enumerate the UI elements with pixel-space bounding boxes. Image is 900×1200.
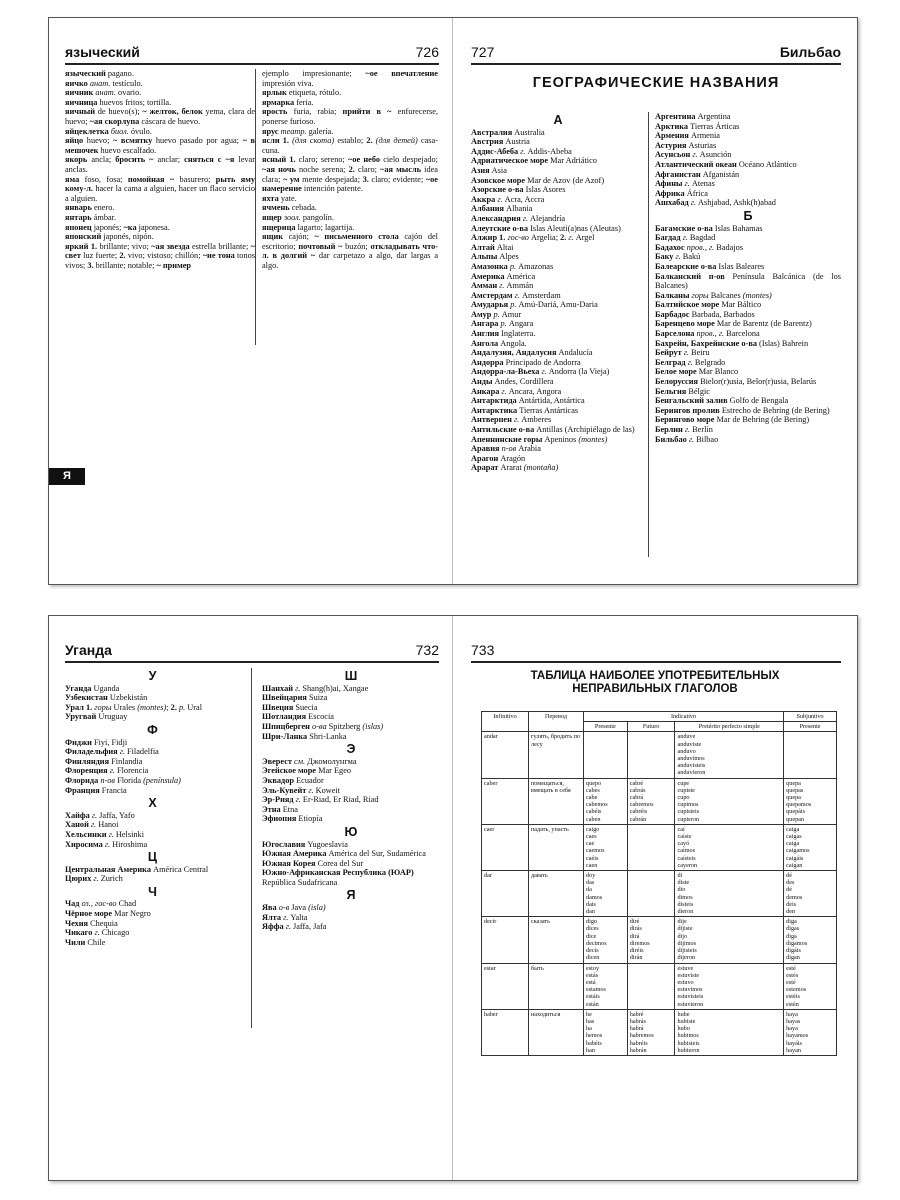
table-cell-pret: dije dijiste dijo dijimos dijisteis dijeron [675,917,784,963]
dictionary-entry: Анды Andes, Cordillera [471,377,554,387]
header-perevod: Перевод [529,712,584,732]
running-head-word: Бильбао [779,44,841,60]
table-cell-pres: doy das da damos dais dan [584,871,628,917]
dictionary-entry: Эр-Рияд г. Er-Riad, Er Riad, Riad [262,795,379,805]
page-number: 732 [415,642,439,658]
dictionary-entry: Афины г. Atenas [655,179,715,189]
letter-heading: А [553,113,563,127]
dictionary-entry: ящер зоол. pangolín. [262,212,334,222]
dictionary-entry: ящик cajón; ~ письменного стола cajón del escritorio; почтовый ~ buzón; откладывать что-л. в долгий ~ dar carpetazo a algo, dar largas a algo. [262,232,439,270]
dictionary-entry: японец japonés; ~ка japonesa. [65,222,170,232]
table-cell-subj: caiga caigas caiga caigamos caigáis caigan [784,824,837,870]
dictionary-entry: Австрия Austria [471,137,530,147]
dictionary-entry: Центральная Америка América Central [65,864,209,874]
dictionary-entry: Аккра г. Acra, Accra [471,194,545,204]
letter-heading: Я [346,888,356,903]
column-divider [251,668,252,1028]
page-733 [453,616,857,1180]
table-cell-fut [627,732,675,778]
dictionary-entry: ясный 1. claro; sereno; ~ое небо cielo despejado; ~ая ночь noche serena; 2. claro; ~ая мысль idea clara; ~ ум mente despejada; 3. claro; evidente; ~ое намерение intención patente. [262,155,438,194]
table-cell-pret: caí caíste cayó caímos caísteis cayeron [675,824,784,870]
table-cell-pres: caigo caes cae caemos caéis caen [584,824,628,870]
dictionary-entry: Бадахос пров., г. Badajos [655,242,744,252]
table-cell-pret: cupe cupiste cupo cupimos cupisteis cupieron [675,778,784,824]
dictionary-entry: Андорра-ла-Вьеха г. Andorra (la Vieja) [471,367,610,377]
dictionary-entry: Аргентина Argentina [655,112,731,121]
header-rule [471,661,841,663]
dictionary-entry: Узбекистан Uzbekistán [65,693,148,703]
dictionary-entry: янтарь ámbar. [65,212,117,222]
table-cell-pret: anduve anduviste anduvo anduvimos anduvisteis anduvieron [675,732,784,778]
dictionary-entry: Аравия п-ов Arabia [471,444,541,454]
dictionary-entry: Эгейское море Mar Egeo [262,766,352,776]
dictionary-entry: Белое море Mar Blanco [655,367,739,377]
dictionary-entry: Бельгия Bélgic [655,386,710,396]
table-cell-fut: diré dirás dirá diremos diréis dirán [627,917,675,963]
table-cell-inf: andar [482,732,529,778]
dictionary-entry: Антарктида Antártida, Antártica [471,396,585,406]
table-row [482,963,837,1009]
dictionary-entry: Апеннинские горы Apeninos (montes) [471,434,608,444]
dictionary-entry: Филадельфия г. Filadelfia [65,747,159,757]
dictionary-entry: Антильские о-ва Antillas (Archipiélago de las) [471,425,635,434]
table-cell-pres: estoy estás está estamos estáis están [584,963,628,1009]
dictionary-entry: Армения Armenia [655,131,720,141]
table-row [482,1009,837,1055]
page-number: 733 [471,642,495,658]
letter-heading: Ш [344,669,358,683]
dictionary-entry: ясли 1. (для скота) establo; 2. (для детей) casa-cuna. [262,136,438,155]
dictionary-entry: Эверест см. Джомолунгма [262,756,357,766]
dictionary-entry: Арктика Tierras Árticas [655,121,740,131]
table-cell-tr: падать, упасть [529,824,584,870]
dictionary-entry: Уганда Uganda [65,683,120,693]
dictionary-entry: Англия Inglaterra. [471,329,536,339]
dictionary-entry: Шпицберген о-ва Spitzberg (islas) [262,721,384,731]
dictionary-entry: Балтийское море Mar Báltico [655,300,762,310]
table-cell-pres: he has ha hemos habéis han [584,1009,628,1055]
dictionary-entry: Берлин г. Berlín [655,425,713,434]
dictionary-entry: Балканы горы Balcanes (montes) [655,290,772,300]
dictionary-entry: Антверпен г. Amberes [471,415,552,425]
dictionary-entry: Берингово море Mar de Behring (de Bering) [655,415,810,425]
running-head-word: языческий [65,44,140,60]
dictionary-entry: Швейцария Suiza [262,693,328,703]
dictionary-entry: Балеарские о-ва Islas Baleares [655,261,765,271]
table-cell-fut [627,871,675,917]
dictionary-entry: Андорра Principado de Andorra [471,357,581,367]
dictionary-entry: ярлык etiqueta, rótulo. [262,88,342,98]
dictionary-entry: Эфиопия Etiopía [262,814,323,824]
dictionary-entry: Ялта г. Yalta [262,912,308,922]
dictionary-entry: Андалузия, Андалусия Andalucía [471,348,593,358]
header-rule [65,661,439,663]
dictionary-entry: Франция Francia [65,785,127,795]
dictionary-entry: ячмень cebada. [262,203,317,213]
dictionary-entry: Африка África [655,188,708,198]
table-cell-fut: cabré cabrás cabrá cabremos cabréis cabrán [627,778,675,824]
dictionary-entry: Арагон Aragón [471,453,526,463]
dictionary-entry: Амударья р. Amú-Dariá, Amu-Daria [471,300,598,310]
table-cell-pres: quepo cabes cabe cabemos cabéis caben [584,778,628,824]
dictionary-entry: Баренцево море Mar de Barentz (de Barentz) [655,319,812,329]
letter-heading: Ч [148,884,157,899]
dictionary-entry: Эквадор Ecuador [262,775,324,785]
letter-heading: Э [346,742,356,757]
dictionary-entry: Шри-Ланка Shri-Lanka [262,731,347,741]
table-cell-pres: digo dices dice decimos decís dicen [584,917,628,963]
dictionary-entry: Австралия Australia [471,127,545,137]
dictionary-entry: Амстердам г. Amsterdam [471,290,561,300]
column-divider [255,69,256,345]
dictionary-entry: ярмарка feria. [262,97,314,107]
dictionary-entry: Алтай Altai [471,242,514,252]
dictionary-entry: Альпы Alpes [471,252,519,262]
table-cell-subj [784,732,837,778]
dictionary-entry: Швеция Suecia [262,702,318,712]
page-726 [49,18,453,584]
dictionary-entry: яичница huevos fritos; tortilla. [65,97,172,107]
dictionary-entry: Чили Chile [65,937,106,947]
dictionary-entry: Чёрное море Mar Negro [65,909,151,919]
dictionary-entry: Асунсьон г. Asunción [655,150,732,160]
header-preterito: Pretérito perfecto simple [675,722,784,732]
dictionary-entry: Ангола Angola. [471,338,527,348]
dictionary-entry: Белоруссия Bielor(r)usia, Belor(r)usia, Belarús [655,377,817,387]
dictionary-entry: Аддис-Абеба г. Addis-Abeba [471,146,572,156]
dictionary-entry: Югославия Yugoeslavia [262,839,348,849]
dictionary-entry: якорь ancla; бросить ~ anclar; сняться с ~я levar anclas. [65,155,255,174]
dictionary-entry: Барбадос Barbada, Barbados [655,309,755,319]
header-indicativo: Indicativo [584,712,784,722]
column-divider [648,112,649,557]
table-cell-inf: estar [482,963,529,1009]
dictionary-entry: Азорские о-ва Islas Asores [471,185,566,195]
dictionary-entry: Алжир 1. гос-во Argelia; 2. г. Argel [471,233,595,243]
letter-heading: У [148,669,157,683]
table-cell-inf: caer [482,824,529,870]
dictionary-entry: Фиджи Fiyi, Fidji [65,737,128,747]
table-cell-inf: dar [482,871,529,917]
dictionary-entry: Яффа г. Jaffa, Jafa [262,922,327,932]
dictionary-entry: Флорида п-ов Florida (península) [65,775,181,785]
dictionary-entry: Южная Корея Corea del Sur [262,858,364,868]
section-title: ГЕОГРАФИЧЕСКИЕ НАЗВАНИЯ [532,75,780,91]
dictionary-entry: Атлантический океан Océano Atlántico [655,159,797,169]
dictionary-entry: яйцо huevo; ~ всмятку huevo pasado por agua; ~ в мешочек huevo escalfado. [65,136,255,155]
dictionary-entry: языческий pagano. [65,69,134,78]
table-row [482,732,837,778]
table-cell-tr: находиться [529,1009,584,1055]
dictionary-entry: Уругвай Uruguay [65,712,128,722]
dictionary-entry: яичко анат. testículo. [65,78,143,88]
dictionary-entry: Чикаго г. Chicago [65,928,130,938]
dictionary-entry: японский japonés, nipón. [65,232,154,242]
dictionary-entry: Хельсинки г. Helsinki [65,829,145,839]
header-infinitivo: Infinitivo [482,712,529,732]
letter-heading: Ф [147,722,158,737]
geo-column-1 [65,668,240,947]
dictionary-entry: Афганистан Afganistán [655,169,740,179]
dictionary-entry: Ява о-в Java (isla) [262,903,326,913]
dictionary-entry: Адриатическое море Mar Adriático [471,156,597,166]
table-cell-inf: haber [482,1009,529,1055]
dictionary-entry: яйцеклетка биол. óvulo. [65,126,152,136]
dictionary-entry: ярость furia, rabia; прийти в ~ enfurecerse, ponerse furioso. [262,107,438,126]
book-spread-bottom [48,615,858,1181]
dictionary-entry: Албания Albania [471,204,533,214]
table-cell-fut [627,824,675,870]
dictionary-entry: Баку г. Bakú [655,252,701,262]
dictionary-entry: Шанхай г. Shang(h)ai, Xangae [262,683,369,693]
dictionary-entry: Амман г. Ammán [471,281,534,291]
header-subjuntivo: Subjuntivo [784,712,837,722]
dictionary-entry: ящерица lagarto; lagartija. [262,222,355,232]
header-rule [65,63,439,65]
table-cell-pres [584,732,628,778]
table-cell-inf: caber [482,778,529,824]
dictionary-entry: Урал 1. горы Urales (montes); 2. р. Ural [65,702,203,712]
table-cell-subj: haya hayas haya hayamos hayáis hayan [784,1009,837,1055]
dictionary-entry: Александрия г. Alejandría [471,213,566,223]
dictionary-entry: Анкара г. Ancara, Angora [471,386,562,396]
dictionary-entry: Ангара р. Angara [471,319,534,329]
dictionary-entry: Этна Etna [262,804,298,814]
dictionary-entry: Хиросима г. Hiroshima [65,839,148,849]
table-row [482,824,837,870]
dictionary-entry: Южно-Африканская Республика (ЮАР) República Sudafricana [262,868,414,887]
dictionary-entry: Балканский п-ов Península Balcánica (de los Balcanes) [655,271,841,291]
dictionary-column-1 [65,69,255,270]
header-presente: Presente [584,722,628,732]
dictionary-entry: Астурия Asturias [655,140,717,150]
table-cell-subj: dé des dé demos deis den [784,871,837,917]
dictionary-entry: Багдад г. Bagdad [655,233,716,243]
page-number: 727 [471,44,495,60]
letter-heading: Ц [147,850,158,865]
dictionary-entry: яичник анат. ovario. [65,88,142,98]
dictionary-entry: Алеутские о-ва Islas Aleuti(a)nas (Aleutas) [471,223,621,233]
dictionary-entry: яркий 1. brillante; vivo; ~ая звезда estrella brillante; ~ свет luz fuerte; 2. vivo; vistoso; chillón; ~ие тона tonos vivos; 3. brillante; notable; ~ пример [65,241,255,270]
dictionary-entry: Багамские о-ва Islas Bahamas [655,223,763,233]
dictionary-entry: Чад оз., гос-во Chad [65,899,137,909]
dictionary-entry: Амур р. Amur [471,309,522,319]
dictionary-entry: Бахрейн, Бахрейнские о-ва (Islas) Bahrein [655,338,809,348]
letter-heading: Х [148,796,157,811]
table-cell-tr: быть [529,963,584,1009]
table-title: ТАБЛИЦА НАИБОЛЕЕ УПОТРЕБИТЕЛЬНЫХ НЕПРАВИЛЬНЫХ ГЛАГОЛОВ [530,670,780,695]
dictionary-entry: Эль-Кувейт г. Koweit [262,785,341,795]
thumb-index-tab: Я [49,468,85,485]
dictionary-entry: Бильбао г. Bilbao [655,434,719,444]
dictionary-entry: Бейрут г. Beiru [655,348,710,358]
table-cell-subj: esté estés esté estemos estéis estén [784,963,837,1009]
geo-column-1 [471,112,645,473]
page-732 [49,616,453,1180]
header-rule [471,63,841,65]
page-727 [453,18,857,584]
dictionary-entry: январь enero. [65,203,115,213]
table-cell-pret: di diste dio dimos disteis dieron [675,871,784,917]
dictionary-entry: Чехия Chequia [65,918,118,928]
dictionary-entry: Амазонка р. Amazonas [471,261,554,271]
table-cell-inf: decir [482,917,529,963]
dictionary-entry: Бенгальский залив Golfo de Bengala [655,396,789,406]
dictionary-entry: Азовское море Mar de Azov (de Azof) [471,175,605,185]
table-cell-tr: сказать [529,917,584,963]
geo-column-2 [655,112,841,444]
table-cell-pret: hube hubiste hubo hubimos hubisteis hubieron [675,1009,784,1055]
table-cell-pret: estuve estuviste estuvo estuvimos estuvisteis estuvieron [675,963,784,1009]
irregular-verbs-table [481,711,837,1056]
header-futuro: Futuro [627,722,675,732]
letter-heading: Ю [344,824,358,839]
dictionary-entry: Америка América [471,271,536,281]
letter-heading: Б [743,208,753,223]
table-row [482,778,837,824]
dictionary-entry: Барселона пров., г. Barcelona [655,329,760,339]
dictionary-entry: Хайфа г. Jaffa, Yafo [65,810,135,820]
geo-column-2 [262,668,440,932]
dictionary-entry: яичный de huevo(s); ~ желток, белок yema, clara de huevo; ~ая скорлупа cáscara de huevo. [65,107,256,126]
dictionary-entry: яма foso, fosa; помойная ~ basurero; рыть яму кому-л. hacer la cama a alguien, hacer un flaco servicio a alguien. [65,174,255,203]
dictionary-entry: Азия Asia [471,165,507,175]
dictionary-entry: Шотландия Escocia [262,712,334,722]
dictionary-entry: Берингов пролив Estrecho de Behring (de Bering) [655,405,830,415]
dictionary-entry: Южная Америка América del Sur, Sudamérica [262,849,426,859]
table-cell-fut: habré habrás habrá habremos habréis habrán [627,1009,675,1055]
header-presente-subj: Presente [784,722,837,732]
dictionary-entry: Арарат Ararat (montaña) [471,463,559,473]
table-cell-tr: давать [529,871,584,917]
dictionary-column-2 [262,69,438,270]
dictionary-entry: Флоренция г. Florencia [65,766,149,776]
table-row [482,871,837,917]
table-cell-subj: diga digas diga digamos digáis digan [784,917,837,963]
running-head-word: Уганда [65,642,112,658]
dictionary-entry: Белград г. Belgrado [655,357,726,367]
table-cell-subj: quepa quepas quepa quepamos quepáis quepan [784,778,837,824]
dictionary-entry: Ханой г. Hanoi [65,820,119,830]
dictionary-entry: Финляндия Finlandia [65,756,143,766]
dictionary-entry: Ашхабад г. Ashjabad, Ashk(h)abad [655,198,776,208]
dictionary-entry: ejemplo impresionante; ~ое впечатление impresión viva. [262,69,438,88]
page-number: 726 [415,44,439,60]
book-spread-top [48,17,858,585]
table-cell-tr: гулять, бродить по лесу [529,732,584,778]
table-cell-fut [627,963,675,1009]
dictionary-entry: ярус театр. galería. [262,126,334,136]
dictionary-entry: Цюрих г. Zurich [65,874,123,884]
dictionary-entry: Антарктика Tierras Antárticas [471,405,579,415]
table-cell-tr: помещаться, вмещать в себя [529,778,584,824]
table-row [482,917,837,963]
dictionary-entry: яхта yate. [262,193,297,203]
